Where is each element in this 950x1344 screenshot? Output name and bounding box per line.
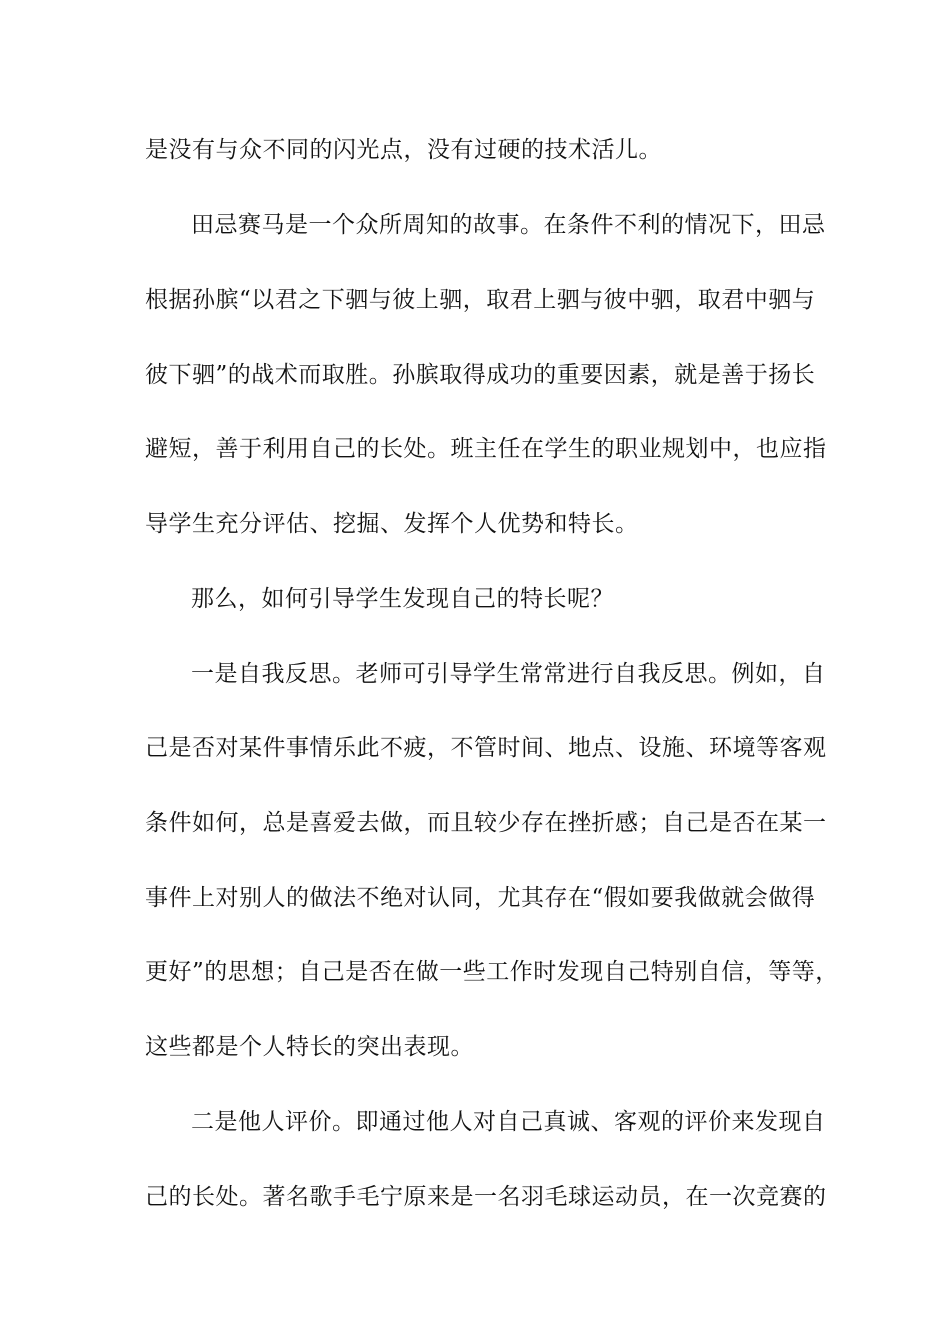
text-line-13: 这些都是个人特长的突出表现。 <box>145 1034 474 1060</box>
paragraph-start-line: 二是他人评价。即通过他人对自己真诚、客观的评价来发现自 <box>191 1109 826 1135</box>
text-line-12: 更好”的思想；自己是否在做一些工作时发现自己特别自信，等等， <box>145 959 839 985</box>
text-line-4: 彼下驷”的战术而取胜。孙膑取得成功的重要因素，就是善于扬长 <box>145 362 816 388</box>
paragraph-start-line: 田忌赛马是一个众所周知的故事。在条件不利的情况下，田忌 <box>191 212 826 238</box>
text-line-5: 避短，善于利用自己的长处。班主任在学生的职业规划中，也应指 <box>145 436 827 462</box>
text-line-15: 己的长处。著名歌手毛宁原来是一名羽毛球运动员，在一次竞赛的 <box>145 1184 827 1210</box>
paragraph-start-line: 那么，如何引导学生发现自己的特长呢？ <box>191 586 614 612</box>
text-line-6: 导学生充分评估、挖掘、发挥个人优势和特长。 <box>145 511 639 537</box>
text-line-11: 事件上对别人的做法不绝对认同，尤其存在“假如要我做就会做得 <box>145 885 816 911</box>
text-line-9: 己是否对某件事情乐此不疲，不管时间、地点、设施、环境等客观 <box>145 735 827 761</box>
paragraph-start-line: 一是自我反思。老师可引导学生常常进行自我反思。例如，自 <box>191 661 826 687</box>
text-line-10: 条件如何，总是喜爱去做，而且较少存在挫折感；自己是否在某一 <box>145 810 827 836</box>
text-line-3: 根据孙膑“以君之下驷与彼上驷，取君上驷与彼中驷，取君中驷与 <box>145 287 816 313</box>
text-line-1: 是没有与众不同的闪光点，没有过硬的技术活儿。 <box>145 137 662 163</box>
